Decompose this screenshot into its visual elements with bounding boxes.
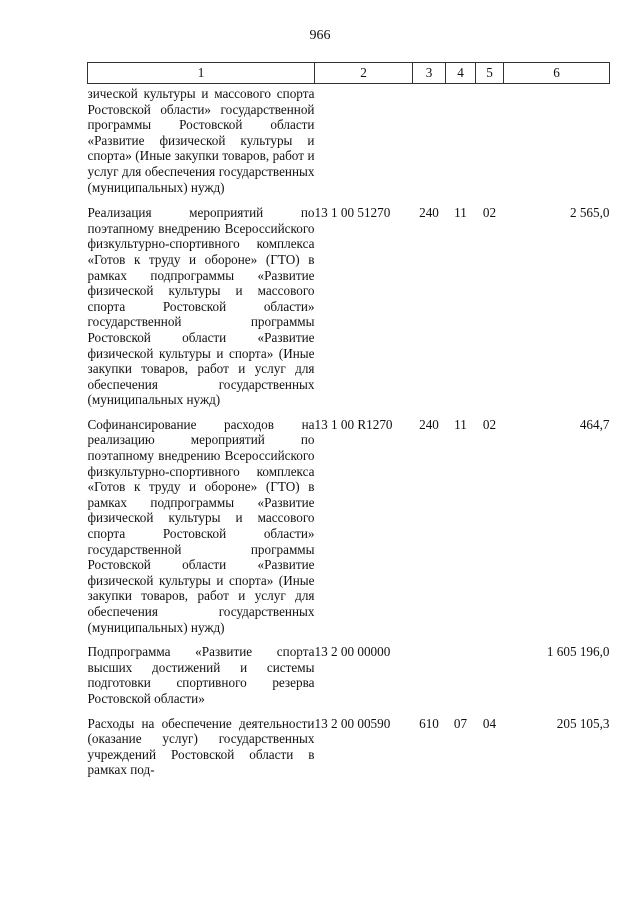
row-sum-cell: 2 565,0 [569, 205, 610, 221]
row-name-cell [88, 644, 315, 715]
header-col-3: 3 [413, 63, 446, 84]
header-row [88, 63, 610, 84]
row-name-cell [88, 205, 315, 417]
row-sum-cell: 205 105,3 [556, 715, 610, 731]
row-code-cell: 13 2 00 00000 [314, 644, 391, 660]
row-pr-cell: 02 [482, 205, 497, 221]
table-row [88, 84, 610, 206]
row-rz-cell: 11 [454, 416, 467, 432]
row-vr-cell: 610 [419, 715, 439, 731]
row-vr-cell [413, 84, 446, 206]
row-name-text: Реализация мероприятий по поэтапному внедрению Всероссийского физкультурно-спортивного комплекса «Готов к труду и обороне» (ГТО) в рамках подпрограммы «Развитие физической культуры и массового спорта Ростовской области» государственной программы Ростовской области «Развитие физической культуры и спорта» (Иные закупки товаров, работ и услуг для обеспечения государственных (муниципальных нужд) [87, 205, 315, 408]
row-vr-cell: 240 [419, 205, 439, 221]
table-row [88, 205, 610, 417]
budget-table [87, 62, 610, 787]
row-pr-cell: 04 [482, 715, 497, 731]
row-pr-cell [476, 644, 504, 715]
row-sum-cell: 1 605 196,0 [546, 644, 610, 660]
row-sum-cell [504, 84, 610, 206]
row-code-cell: 13 2 00 00590 [314, 715, 391, 731]
header-col-2: 2 [315, 63, 413, 84]
row-code-cell: 13 1 00 R1270 [314, 416, 393, 432]
table-row [88, 716, 610, 787]
row-code-cell: 13 1 00 51270 [314, 205, 391, 221]
row-name-cell [88, 84, 315, 206]
row-name-cell [88, 417, 315, 644]
row-name-cell [88, 716, 315, 787]
row-pr-cell [476, 84, 504, 206]
row-name-text: Расходы на обеспечение деятельности (оказание услуг) государственных учреждений Ростовской области в рамках под- [87, 715, 315, 778]
header-col-1: 1 [88, 63, 315, 84]
table-row [88, 417, 610, 644]
row-vr-cell [413, 644, 446, 715]
row-rz-cell [446, 84, 476, 206]
page-number: 966 [309, 28, 331, 43]
row-code-cell [315, 84, 413, 206]
row-name-text: зической культуры и массового спорта Ростовской области» государственной программы Ростовской области «Развитие физической культуры и спорта» (Иные закупки товаров, работ и услуг для обеспечения государственных (муниципальных) нужд) [87, 86, 315, 195]
row-sum-cell: 464,7 [579, 416, 610, 432]
row-name-text: Подпрограмма «Развитие спорта высших достижений и системы подготовки спортивного резерва Ростовской области» [87, 644, 315, 706]
header-col-5: 5 [476, 63, 504, 84]
row-name-text: Софинансирование расходов на реализацию мероприятий по поэтапному внедрению Всероссийского физкультурно-спортивного комплекса «Готов к труду и обороне» (ГТО) в рамках подпрограммы «Развитие физической культуры и массового спорта Ростовской области» государственной программы Ростовской области «Развитие физической культуры и спорта» (Иные закупки товаров, работ и услуг для обеспечения государственных (муниципальных) нужд) [87, 416, 315, 635]
row-rz-cell: 11 [454, 205, 467, 221]
row-rz-cell: 07 [453, 715, 468, 731]
row-vr-cell: 240 [419, 416, 439, 432]
row-rz-cell [446, 644, 476, 715]
header-col-6: 6 [504, 63, 610, 84]
table-row [88, 644, 610, 715]
header-col-4: 4 [446, 63, 476, 84]
row-pr-cell: 02 [482, 416, 497, 432]
